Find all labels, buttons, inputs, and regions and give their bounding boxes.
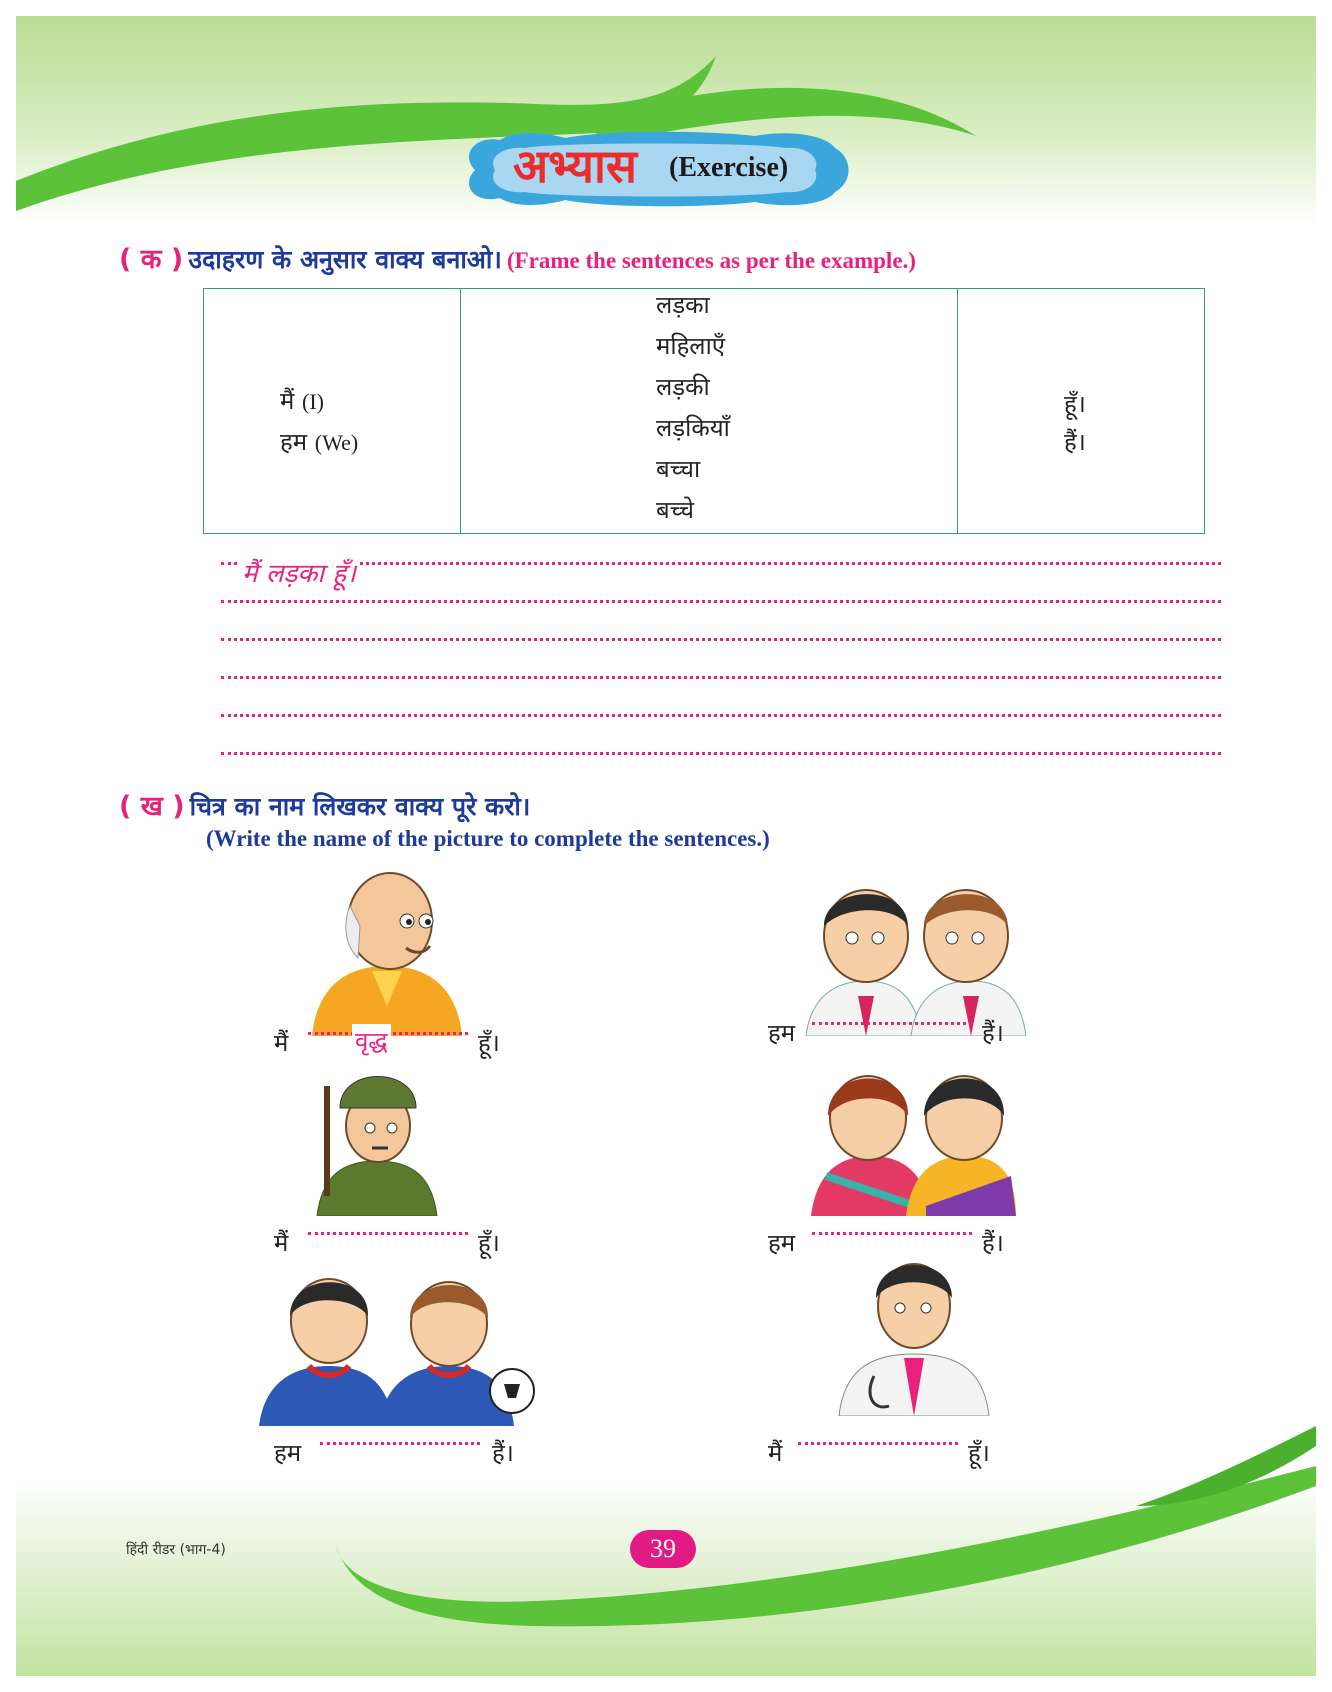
blank-5[interactable]	[320, 1442, 480, 1445]
table-divider-1	[460, 289, 461, 533]
worksheet-page	[16, 16, 1316, 1676]
section-b-instruction-hindi: चित्र का नाम लिखकर वाक्य पूरे करो।	[189, 792, 531, 821]
section-a-instruction-english: (Frame the sentences as per the example.)	[506, 248, 916, 273]
noun-column	[656, 285, 730, 531]
sentence-1-prefix: मैं	[274, 1029, 289, 1057]
section-a-heading	[119, 239, 916, 276]
verb-column	[1064, 385, 1086, 461]
sentence-1-answer: वृद्ध	[352, 1024, 391, 1057]
book-name: हिंदी रीडर (भाग-4)	[126, 1542, 226, 1558]
section-b-subheading	[206, 826, 770, 852]
section-b-instruction-english: (Write the name of the picture to complete the sentences.)	[206, 826, 770, 851]
noun-item: महिलाएँ	[656, 332, 726, 360]
soldier-illustration	[312, 1056, 442, 1216]
exercise-title-badge	[455, 130, 855, 208]
title-english: (Exercise)	[669, 152, 789, 183]
writing-line[interactable]	[221, 676, 1221, 679]
sentence-3-prefix: मैं	[274, 1229, 289, 1257]
pronoun-we: हम (We)	[280, 428, 359, 456]
writing-line[interactable]	[221, 562, 1221, 565]
table-divider-2	[957, 289, 958, 533]
pronoun-column	[280, 381, 358, 463]
sentence-4-prefix: हम	[768, 1229, 796, 1257]
section-b-marker: ( ख )	[119, 791, 185, 822]
noun-item: बच्चा	[656, 455, 701, 483]
sentence-5-prefix: हम	[274, 1439, 302, 1467]
writing-line[interactable]	[221, 714, 1221, 717]
verb-item: हूँ।	[1064, 390, 1086, 418]
doctor-illustration	[834, 1246, 994, 1416]
section-b-heading	[119, 786, 530, 823]
sentence-6-suffix: हूँ।	[968, 1439, 990, 1467]
pronoun-main: मैं (I)	[280, 387, 324, 415]
page-number: 39	[630, 1530, 696, 1568]
writing-line[interactable]	[221, 752, 1221, 755]
sentence-1-suffix: हूँ।	[478, 1029, 500, 1057]
section-a-marker: ( क )	[119, 244, 184, 275]
sentence-3-suffix: हूँ।	[478, 1229, 500, 1257]
noun-item: लड़की	[656, 373, 710, 401]
blank-6[interactable]	[798, 1442, 958, 1445]
old-man-illustration	[302, 866, 472, 1036]
title-hindi: अभ्यास	[513, 139, 637, 193]
sentence-6-prefix: मैं	[768, 1439, 783, 1467]
bottom-leaf	[336, 1466, 1316, 1626]
noun-item: लड़कियाँ	[656, 414, 730, 442]
sentence-5-suffix: हैं।	[492, 1439, 514, 1467]
sentence-4-suffix: हैं।	[982, 1229, 1004, 1257]
example-table	[203, 288, 1205, 534]
noun-item: बच्चे	[656, 496, 694, 524]
sentence-1	[274, 1026, 288, 1059]
schoolboys-illustration	[796, 866, 1026, 1036]
writing-line[interactable]	[221, 638, 1221, 641]
women-illustration	[806, 1056, 1016, 1216]
example-answer: मैं लड़का हूँ।	[238, 554, 360, 590]
boys-football-illustration	[254, 1266, 544, 1426]
blank-4[interactable]	[812, 1232, 972, 1235]
verb-item: हैं।	[1064, 428, 1086, 456]
blank-3[interactable]	[308, 1232, 468, 1235]
section-a-instruction-hindi: उदाहरण के अनुसार वाक्य बनाओ।	[188, 245, 502, 274]
sentence-2-prefix: हम	[768, 1019, 796, 1047]
writing-line[interactable]	[221, 600, 1221, 603]
noun-item: लड़का	[656, 291, 710, 319]
sentence-2-suffix: हैं।	[982, 1019, 1004, 1047]
blank-2[interactable]	[812, 1022, 972, 1025]
